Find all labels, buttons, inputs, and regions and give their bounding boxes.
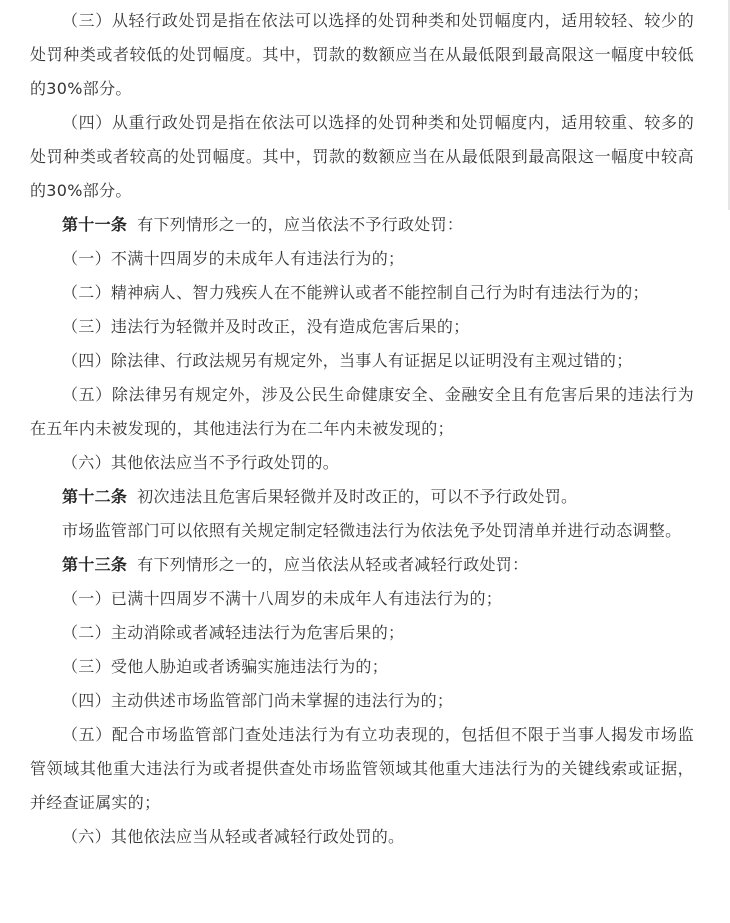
- paragraph-text: （三）从轻行政处罚是指在依法可以选择的处罚种类和处罚幅度内，适用较轻、较少的处罚种类或者较低的处罚幅度。其中，罚款的数额应当在从最低限到最高限这一幅度中较低的30%部分。: [30, 11, 694, 98]
- article-13-item-2: [30, 616, 694, 650]
- paragraph-text: （三）受他人胁迫或者诱骗实施违法行为的；: [62, 657, 389, 676]
- paragraph-text: 有下列情形之一的，应当依法不予行政处罚：: [137, 215, 464, 234]
- paragraph-text: （四）从重行政处罚是指在依法可以选择的处罚种类和处罚幅度内，适用较重、较多的处罚种类或者较高的处罚幅度。其中，罚款的数额应当在从最低限到最高限这一幅度中较高的30%部分。: [30, 113, 694, 200]
- paragraph-text: 市场监管部门可以依照有关规定制定轻微违法行为依法免予处罚清单并进行动态调整。: [62, 521, 682, 540]
- article-11-item-5: [30, 378, 694, 446]
- article-13-item-4: [30, 684, 694, 718]
- paragraph-text: （二）主动消除或者减轻违法行为危害后果的；: [62, 623, 405, 642]
- paragraph-text: 有下列情形之一的，应当依法从轻或者减轻行政处罚：: [137, 555, 529, 574]
- article-13: [30, 548, 694, 582]
- article-13-item-1: [30, 582, 694, 616]
- article-label: 第十二条: [62, 487, 128, 506]
- paragraph-text: （二）精神病人、智力残疾人在不能辨认或者不能控制自己行为时有违法行为的；: [62, 283, 649, 302]
- paragraph-text: （一）已满十四周岁不满十八周岁的未成年人有违法行为的；: [62, 589, 503, 608]
- article-12: [30, 480, 694, 514]
- article-label: 第十一条: [62, 215, 128, 234]
- paragraph-text: （五）配合市场监管部门查处违法行为有立功表现的，包括但不限于当事人揭发市场监管领域其他重大违法行为或者提供查处市场监管领域其他重大违法行为的关键线索或证据，并经查证属实的；: [30, 725, 694, 812]
- paragraph-text: 初次违法且危害后果轻微并及时改正的，可以不予行政处罚。: [137, 487, 578, 506]
- article-11-item-3: [30, 310, 694, 344]
- article-11-item-2: [30, 276, 694, 310]
- article-11: [30, 208, 694, 242]
- paragraph-text: （五）除法律另有规定外，涉及公民生命健康安全、金融安全且有危害后果的违法行为在五年内未被发现的，其他违法行为在二年内未被发现的；: [30, 385, 694, 438]
- article-13-item-5: [30, 718, 694, 820]
- paragraph-text: （六）其他依法应当不予行政处罚的。: [62, 453, 340, 472]
- article-13-item-3: [30, 650, 694, 684]
- paragraph-text: （三）违法行为轻微并及时改正，没有造成危害后果的；: [62, 317, 470, 336]
- paragraph-item-4-heavy-penalty: [30, 106, 694, 208]
- article-11-item-1: [30, 242, 694, 276]
- paragraph-text: （四）除法律、行政法规另有规定外，当事人有证据足以证明没有主观过错的；: [62, 351, 633, 370]
- article-11-item-6: [30, 446, 694, 480]
- article-12-paragraph-2: [30, 514, 694, 548]
- paragraph-text: （一）不满十四周岁的未成年人有违法行为的；: [62, 249, 405, 268]
- article-label: 第十三条: [62, 555, 128, 574]
- article-11-item-4: [30, 344, 694, 378]
- paragraph-item-3-light-penalty: [30, 4, 694, 106]
- paragraph-text: （六）其他依法应当从轻或者减轻行政处罚的。: [62, 827, 405, 846]
- paragraph-text: （四）主动供述市场监管部门尚未掌握的违法行为的；: [62, 691, 454, 710]
- document-body: [30, 4, 694, 854]
- article-13-item-6: [30, 820, 694, 854]
